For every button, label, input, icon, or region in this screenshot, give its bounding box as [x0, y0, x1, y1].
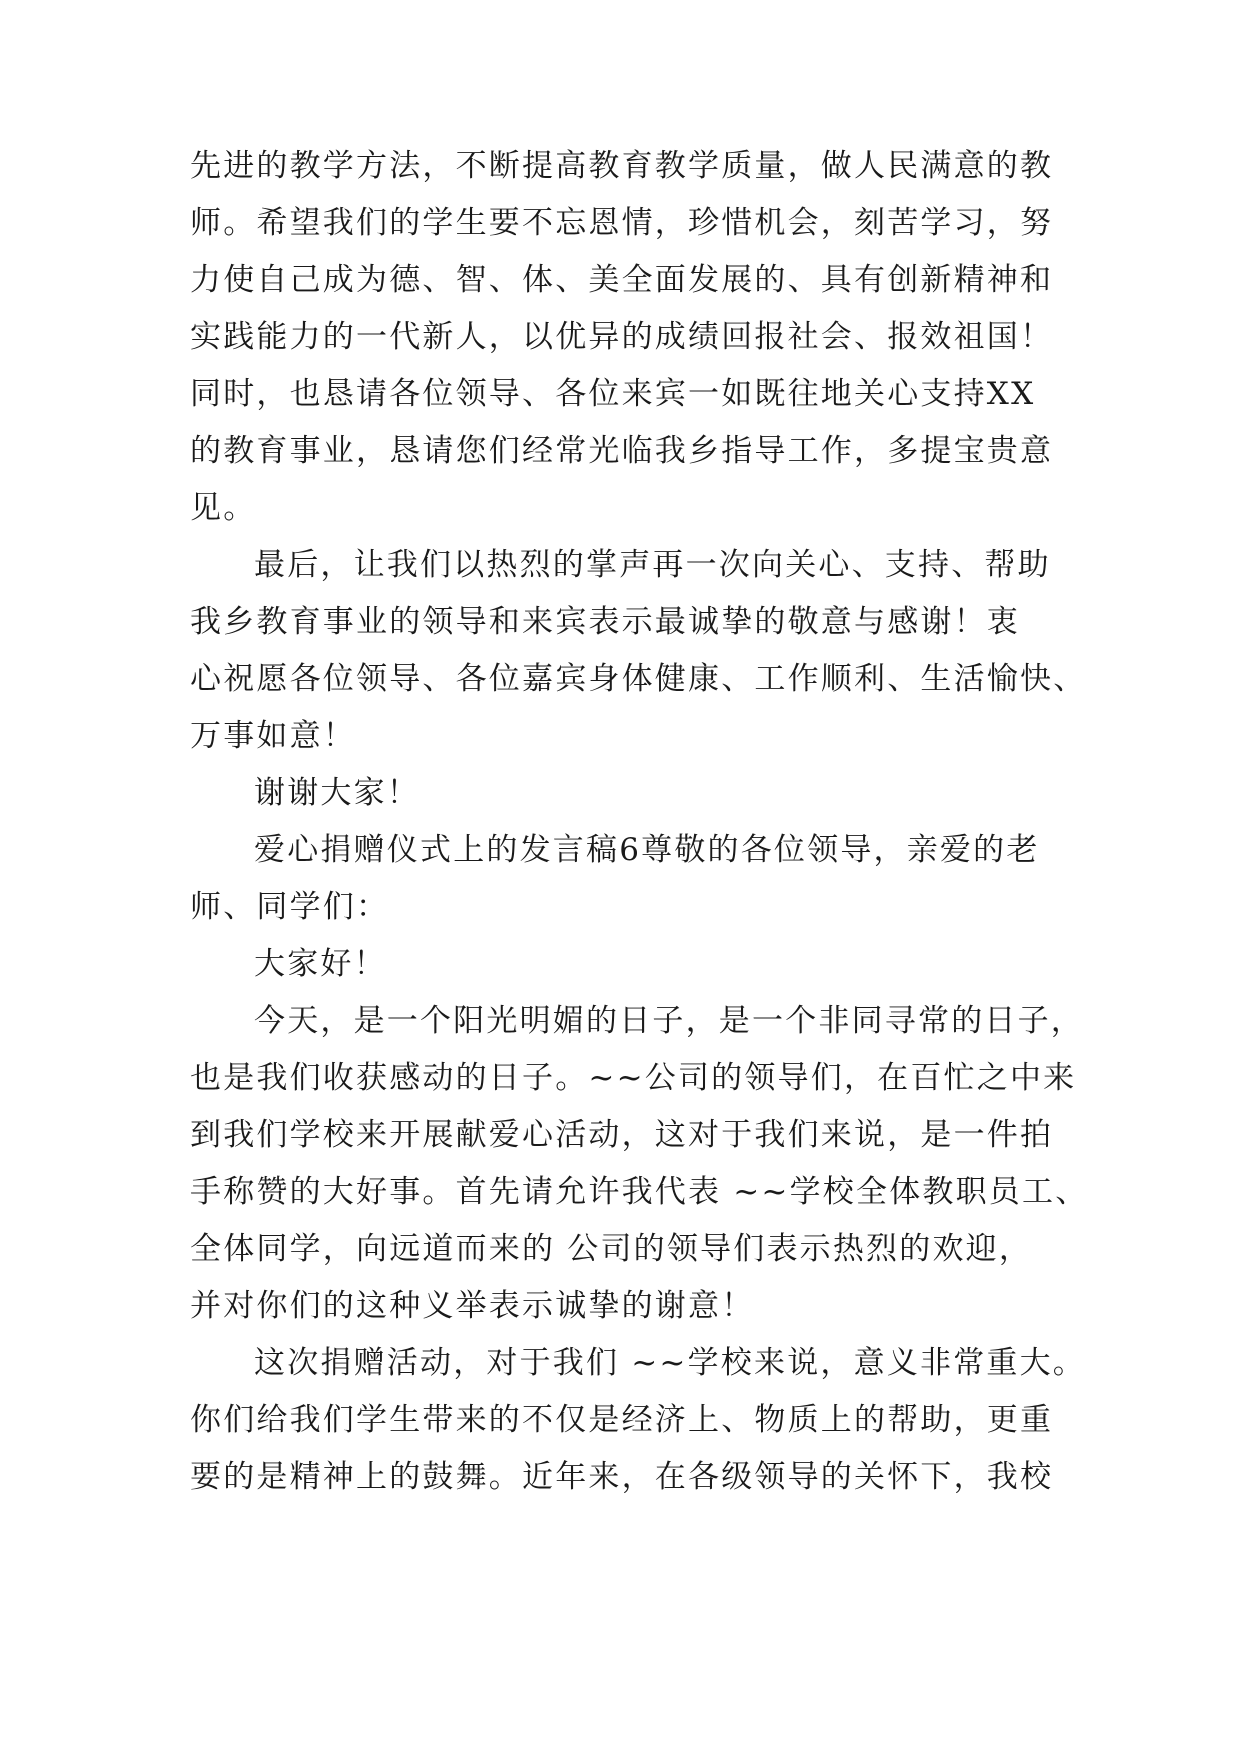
- text-line: 心祝愿各位领导、各位嘉宾身体健康、工作顺利、生活愉快、: [190, 661, 1087, 697]
- text-line: 到我们学校来开展献爱心活动，这对于我们来说，是一件拍: [190, 1117, 1054, 1153]
- text-line: 力使自己成为德、智、体、美全面发展的、具有创新精神和: [190, 262, 1054, 298]
- text-line: 也是我们收获感动的日子。~~公司的领导们，在百忙之中来: [190, 1060, 1077, 1096]
- paragraph-first-line: 今天，是一个阳光明媚的日子，是一个非同寻常的日子，: [254, 1003, 1084, 1039]
- text-line: 要的是精神上的鼓舞。近年来，在各级领导的关怀下，我校: [190, 1459, 1054, 1495]
- text-line: 并对你们的这种义举表示诚挚的谢意！: [190, 1288, 755, 1324]
- text-line: 手称赞的大好事。首先请允许我代表 ~~学校全体教职员工、: [190, 1174, 1089, 1210]
- text-line: 万事如意！: [190, 718, 356, 754]
- text-line: 你们给我们学生带来的不仅是经济上、物质上的帮助，更重: [190, 1402, 1054, 1438]
- text-line: 见。: [190, 490, 257, 526]
- paragraph-first-line: 爱心捐赠仪式上的发言稿6尊敬的各位领导，亲爱的老: [254, 832, 1040, 868]
- text-line: 师。希望我们的学生要不忘恩情，珍惜机会，刻苦学习，努: [190, 205, 1054, 241]
- paragraph-first-line: 最后，让我们以热烈的掌声再一次向关心、支持、帮助: [254, 547, 1051, 583]
- text-line: 实践能力的一代新人，以优异的成绩回报社会、报效祖国！: [190, 319, 1054, 355]
- text-line: 我乡教育事业的领导和来宾表示最诚挚的敬意与感谢！衷: [190, 604, 1020, 640]
- text-line: 师、同学们：: [190, 889, 390, 925]
- text-line: 先进的教学方法，不断提高教育教学质量，做人民满意的教: [190, 148, 1054, 184]
- text-line: 的教育事业，恳请您们经常光临我乡指导工作，多提宝贵意: [190, 433, 1054, 469]
- paragraph-first-line: 谢谢大家！: [254, 775, 420, 811]
- paragraph-first-line: 大家好！: [254, 946, 387, 982]
- text-line: 全体同学，向远道而来的 公司的领导们表示热烈的欢迎，: [190, 1231, 1033, 1267]
- text-line: 同时，也恳请各位领导、各位来宾一如既往地关心支持XX: [190, 376, 1036, 412]
- paragraph-first-line: 这次捐赠活动，对于我们 ~~学校来说，意义非常重大。: [254, 1345, 1087, 1381]
